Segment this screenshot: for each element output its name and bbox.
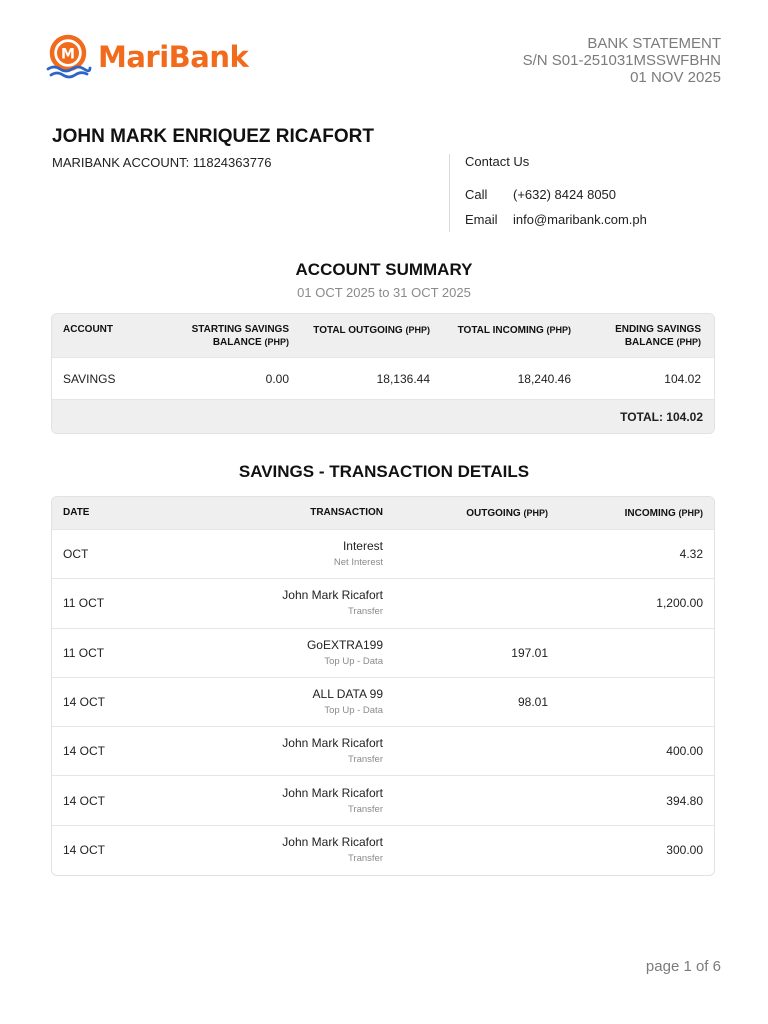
summary-account: SAVINGS	[63, 371, 116, 386]
transaction-date: 14 OCT	[63, 793, 106, 808]
header-account: ACCOUNT	[63, 324, 113, 335]
transaction-incoming: 300.00	[666, 843, 703, 858]
transaction-date: 14 OCT	[63, 695, 106, 710]
transaction-type: Transfer	[347, 853, 383, 865]
transaction-incoming: 400.00	[666, 744, 703, 759]
transaction-date: OCT	[63, 547, 89, 562]
transaction-description	[160, 588, 394, 618]
contact-block	[449, 154, 647, 232]
transaction-description	[160, 786, 394, 816]
transaction-row	[52, 629, 714, 678]
summary-savings-row	[52, 358, 714, 400]
transaction-title: John Mark Ricafort	[282, 588, 383, 603]
transaction-type: Transfer	[347, 606, 383, 618]
transaction-description	[160, 736, 394, 766]
transaction-title: Interest	[342, 539, 383, 554]
header-starting-balance: STARTING SAVINGS BALANCE (PHP)	[191, 324, 289, 348]
transaction-type: Transfer	[347, 803, 383, 815]
transaction-incoming: 4.32	[679, 547, 703, 562]
header-total-outgoing: TOTAL OUTGOING (PHP)	[313, 325, 430, 336]
transaction-row	[52, 579, 714, 628]
header-incoming: INCOMING (PHP)	[624, 507, 703, 519]
email-value[interactable]: info@maribank.com.ph	[513, 212, 647, 227]
header-date: DATE	[63, 507, 90, 518]
contact-title: Contact Us	[465, 154, 530, 169]
details-header-row	[52, 497, 714, 530]
header-outgoing: OUTGOING (PHP)	[466, 507, 548, 519]
brand-name: MariBank	[98, 40, 249, 74]
transaction-rows	[52, 530, 714, 875]
maribank-logo	[46, 34, 248, 80]
transaction-row	[52, 678, 714, 727]
summary-total: TOTAL: 104.02	[620, 409, 703, 424]
transaction-row	[52, 776, 714, 825]
transaction-row	[52, 826, 714, 875]
account-summary-table	[51, 313, 715, 434]
email-label: Email	[465, 212, 498, 227]
transaction-title: GoEXTRA199	[306, 637, 383, 652]
transaction-incoming: 1,200.00	[656, 596, 703, 611]
document-type: BANK STATEMENT	[587, 35, 721, 52]
summary-total-row	[52, 400, 714, 433]
summary-total-outgoing: 18,136.44	[376, 371, 430, 386]
serial-number: S/N S01-251031MSSWFBHN	[522, 52, 721, 69]
contact-call	[465, 182, 647, 207]
account-number: MARIBANK ACCOUNT: 11824363776	[52, 155, 272, 170]
header-transaction: TRANSACTION	[310, 507, 383, 518]
transaction-date: 11 OCT	[63, 596, 105, 611]
transaction-date: 11 OCT	[63, 645, 105, 660]
transaction-description	[160, 687, 394, 717]
transaction-type: Net Interest	[333, 557, 383, 569]
transaction-date: 14 OCT	[63, 744, 106, 759]
summary-ending-balance: 104.02	[664, 371, 701, 386]
transaction-type: Top Up - Data	[324, 655, 383, 667]
transaction-row	[52, 530, 714, 579]
contact-email	[465, 207, 647, 232]
svg-text:M: M	[61, 46, 75, 63]
summary-total-incoming: 18,240.46	[517, 371, 571, 386]
account-holder-name: JOHN MARK ENRIQUEZ RICAFORT	[52, 126, 374, 147]
transaction-title: John Mark Ricafort	[282, 785, 383, 800]
transaction-title: John Mark Ricafort	[282, 835, 383, 850]
transaction-description	[160, 835, 394, 865]
statement-meta	[523, 35, 721, 86]
transaction-title: John Mark Ricafort	[282, 736, 383, 751]
transaction-outgoing: 98.01	[517, 695, 548, 710]
transaction-type: Top Up - Data	[324, 705, 383, 717]
summary-header-row	[52, 314, 714, 358]
summary-starting-balance: 0.00	[265, 371, 289, 386]
summary-period: 01 OCT 2025 to 31 OCT 2025	[297, 285, 471, 300]
transaction-type: Transfer	[347, 754, 383, 766]
transaction-details-table	[51, 496, 715, 876]
header-total-incoming: TOTAL INCOMING (PHP)	[457, 325, 571, 336]
statement-date: 01 NOV 2025	[630, 69, 721, 86]
transaction-title: ALL DATA 99	[312, 687, 383, 702]
maribank-logo-icon	[46, 34, 92, 80]
transaction-date: 14 OCT	[63, 843, 106, 858]
transaction-incoming: 394.80	[666, 793, 703, 808]
transaction-outgoing: 197.01	[511, 645, 548, 660]
account-summary-title: ACCOUNT SUMMARY	[295, 260, 473, 279]
call-label: Call	[465, 187, 488, 202]
call-value[interactable]: (+632) 8424 8050	[513, 187, 617, 202]
transaction-row	[52, 727, 714, 776]
transaction-description	[160, 539, 394, 569]
page-number: page 1 of 6	[645, 958, 721, 975]
transaction-description	[160, 638, 394, 668]
header-ending-balance: ENDING SAVINGS BALANCE (PHP)	[615, 324, 701, 348]
transaction-details-title: SAVINGS - TRANSACTION DETAILS	[238, 462, 530, 481]
